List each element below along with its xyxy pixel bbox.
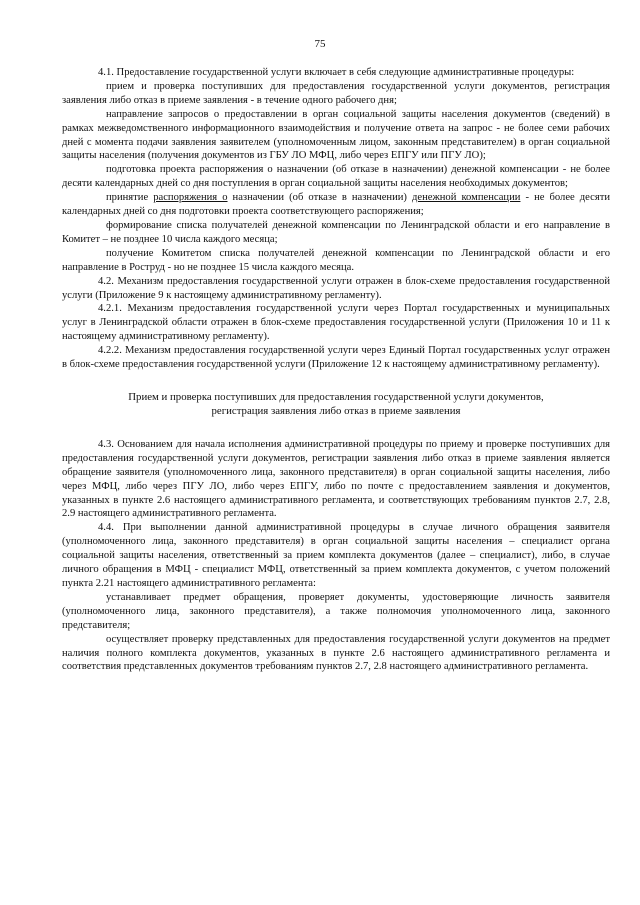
adoption-text-3: - не более десяти календарных дней со дня подготовки проекта соответствующего распоряжения; — [62, 192, 611, 218]
paragraph-4-2: 4.2. Механизм предоставления государственной услуги отражен в блок-схеме предоставления государственной услуги (Приложение 9 к настоящему административному регламенту). — [62, 275, 610, 301]
paragraph-4-1: 4.1. Предоставление государственной услуги включает в себя следующие административные процедуры: — [98, 67, 575, 78]
paragraph-establishes-subject: устанавливает предмет обращения, проверяет документы, удостоверяющие личность заявителя (уполномоченного лица, законного представителя), а также полномочия уполномоченного лица, законного представителя; — [62, 591, 610, 631]
adoption-underlined-1: распоряжения о — [153, 192, 228, 204]
paragraph-4-3: 4.3. Основанием для начала исполнения административной процедуры по приему и проверке поступивших для предоставления государственной услуги документов, регистрации заявления либо отказ в приеме заявления является обращение заявителя (уполномоченного лица, законного представителя) в орган социальной защиты населения, либо через МФЦ, либо через ПГУ ЛО, либо через ЕПГУ, либо по почте с предоставлением заявления и документов, указанных в пункте 2.6 настоящего административного регламента, и соответствующих требованиям пунктов 2.7, 2.8, 2.9 настоящего административного регламента. — [62, 438, 610, 520]
paragraph-procedure-adoption — [62, 191, 610, 219]
paragraph-4-2-2: 4.2.2. Механизм предоставления государственной услуги через Единый Портал государственных услуг отражен в блок-схеме предоставления государственной услуги (Приложение 12 к настоящему административному регламенту). — [62, 345, 610, 371]
paragraph-procedure-reception: прием и проверка поступивших для предоставления государственной услуги документов, регистрация заявления либо отказ в приеме заявления - в течение одного рабочего дня; — [62, 80, 610, 106]
paragraph-verifies-documents: осуществляет проверку представленных для предоставления государственной услуги документов на предмет наличия полного комплекта документов, указанных в пункте 2.6 настоящего административного регламента и соответствия представленных документов требованиям пунктов 2.7, 2.8 настоящего административного регламента. — [62, 633, 610, 673]
adoption-text-1: принятие — [106, 192, 154, 204]
paragraph-procedure-draft: подготовка проекта распоряжения о назначении (об отказе в назначении) денежной компенсации - не более десяти календарных дней со дня поступления в орган социальной защиты населения необходимых документов; — [62, 164, 610, 190]
page-number: 75 — [314, 38, 326, 50]
document-body — [62, 66, 610, 674]
paragraph-procedure-requests: направление запросов о предоставлении в орган социальной защиты населения документов (сведений) в рамках межведомственного информационного взаимодействия и получение ответа на запрос - не более семи рабочих дней с момента подачи заявления заявителем (уполномоченным лицом, законным представителем) в орган социальной защиты населения (получения документов из ГБУ ЛО МФЦ, либо через ЕПГУ или ПГУ ЛО); — [62, 108, 610, 162]
paragraph-4-2-1: 4.2.1. Механизм предоставления государственной услуги через Портал государственных и муниципальных услуг в Ленинградской области отражен в блок-схеме предоставления государственной услуги (Приложения 10 и 11 к настоящему административному регламенту). — [62, 303, 610, 343]
adoption-underlined-2: денежной компенсации — [411, 192, 521, 204]
section-heading-line-1: Прием и проверка поступивших для предоставления государственной услуги документов, — [128, 390, 544, 403]
adoption-text-2: назначении (об отказе в назначении) — [227, 192, 412, 204]
paragraph-4-4: 4.4. При выполнении данной административной процедуры в случае личного обращения заявителя (уполномоченного лица, законного представителя) в орган социальной защиты населения – специалист органа социальной защиты населения, ответственный за прием комплекта документов (далее – специалист), либо, в случае личного обращения в МФЦ - специалист МФЦ, ответственный за прием комплекта документов, с учетом положений пункта 2.21 настоящего административного регламента: — [62, 522, 610, 589]
paragraph-procedure-list: формирование списка получателей денежной компенсации по Ленинградской области и его направление в Комитет – не позднее 10 числа каждого месяца; — [62, 219, 610, 245]
paragraph-procedure-rostrud: получение Комитетом списка получателей денежной компенсации по Ленинградской области и его направление в Роструд - но не позднее 15 числа каждого месяца. — [62, 247, 610, 273]
section-heading — [62, 390, 610, 418]
section-heading-line-2: регистрация заявления либо отказ в приеме заявления — [211, 404, 461, 417]
